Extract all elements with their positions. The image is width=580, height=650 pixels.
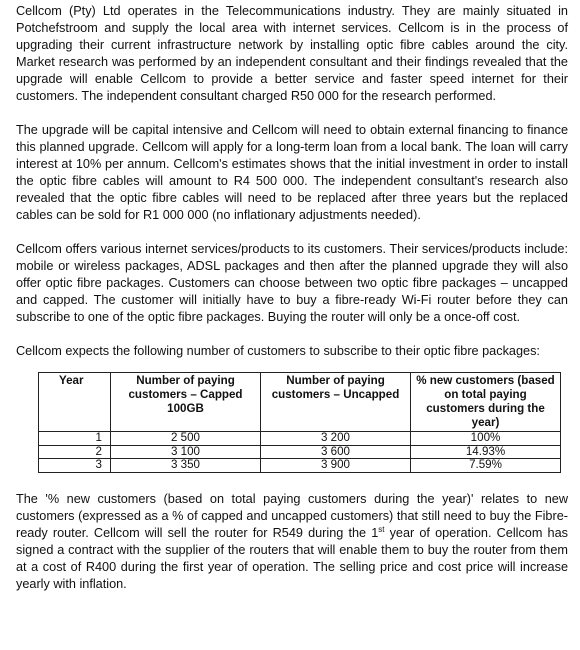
- header-capped: Number of paying customers – Capped 100GB: [111, 373, 261, 432]
- paragraph-financing: The upgrade will be capital intensive and Cellcom will need to obtain external financing to finance this planned upgrade. Cellcom will apply for a long-term loan from a local bank. The loan will carry interest at 10% per annum. Cellcom's estimates shows that the initial investment in order to install the optic fibre cables will amount to R4 500 000. The independent consultant's research also revealed that the optic fibre cables will need to be replaced after three years but the replaced cables can be sold for R1 000 000 (no inflationary adjustments needed).: [16, 123, 568, 222]
- paragraph-gap: [16, 224, 568, 241]
- cell-year: 3: [39, 459, 111, 473]
- cell-uncapped: 3 900: [261, 459, 411, 473]
- paragraph-products: Cellcom offers various internet services/products to its customers. Their services/products include: mobile or wireless packages, ADSL packages and then after the planned upgrade they will also offer optic fibre packages. Customers can choose between two optic fibre packages – uncapped and capped. The customer will initially have to buy a fibre-ready Wi-Fi router before they can subscribe to one of the optic fibre packages. Buying the router will only be a once-off cost.: [16, 242, 568, 324]
- paragraph-company-intro: Cellcom (Pty) Ltd operates in the Telecommunications industry. They are mainly situated in Potchefstroom and supply the local area with internet services. Cellcom is in the process of upgrading their current infrastructure network by installing optic fibre cables around the city. Market research was performed by an independent consultant and their findings revealed that the upgrade will enable Cellcom to provide a better service and faster speed internet for their customers. The independent consultant charged R50 000 for the research performed.: [16, 4, 568, 103]
- cell-uncapped: 3 200: [261, 432, 411, 446]
- cell-capped: 3 350: [111, 459, 261, 473]
- ordinal-suffix: st: [378, 524, 385, 534]
- header-pct-new: % new customers (based on total paying customers during the year): [411, 373, 561, 432]
- header-year: Year: [39, 373, 111, 432]
- paragraph-table-intro: Cellcom expects the following number of customers to subscribe to their optic fibre packages:: [16, 344, 540, 358]
- cell-year: 1: [39, 432, 111, 446]
- paragraph-gap: [16, 105, 568, 122]
- header-uncapped: Number of paying customers – Uncapped: [261, 373, 411, 432]
- table-row: [39, 459, 561, 473]
- cell-capped: 2 500: [111, 432, 261, 446]
- router-text-end: year of operation. Cellcom has signed a contract with the supplier of the routers that will enable them to buy the router from them at a cost of R400 during the first year of operation. The selling price and cost price will increase yearly with inflation.: [16, 525, 568, 591]
- cell-pct-new: 7.59%: [411, 459, 561, 473]
- router-text-start: The '% new customers (based on total paying customers during the year)' relates to new customers (expressed as a % of capped and uncapped customers) that still need to buy the Fibre-ready router. Cellcom will sell the router for R549 during the 1: [16, 491, 568, 540]
- table-gap: [16, 473, 568, 491]
- paragraph-router: [16, 491, 568, 593]
- table-row: [39, 432, 561, 446]
- table-gap: [16, 360, 568, 372]
- paragraph-gap: [16, 326, 568, 343]
- cell-uncapped: 3 600: [261, 445, 411, 459]
- cell-capped: 3 100: [111, 445, 261, 459]
- cell-pct-new: 100%: [411, 432, 561, 446]
- table-row: [39, 445, 561, 459]
- cell-year: 2: [39, 445, 111, 459]
- cell-pct-new: 14.93%: [411, 445, 561, 459]
- document-page: [16, 3, 568, 593]
- customer-table: [38, 372, 561, 473]
- table-header-row: [39, 373, 561, 432]
